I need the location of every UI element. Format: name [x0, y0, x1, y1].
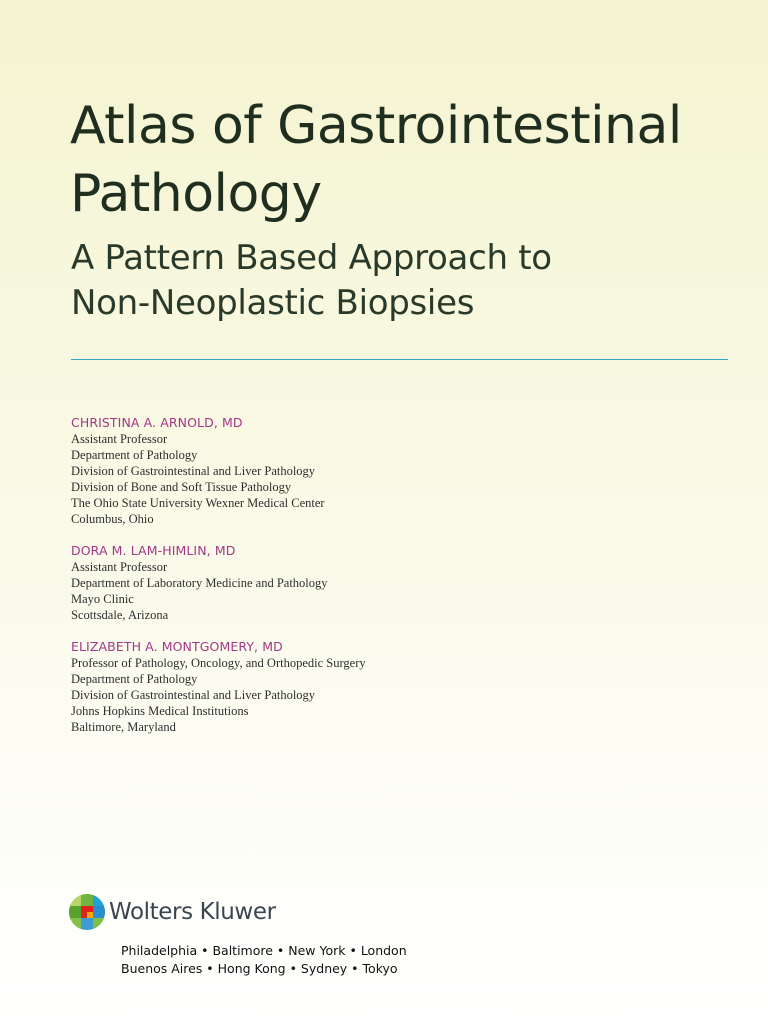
author-affiliation: Columbus, Ohio — [71, 512, 154, 526]
book-title-line-1: Atlas of Gastrointestinal — [70, 96, 682, 156]
author-affiliation: Professor of Pathology, Oncology, and Orthopedic Surgery — [71, 656, 366, 670]
author-affiliation: Johns Hopkins Medical Institutions — [71, 704, 249, 718]
book-subtitle — [71, 236, 751, 326]
author-affiliation: Division of Gastrointestinal and Liver Pathology — [71, 464, 316, 478]
author-affiliation: Department of Laboratory Medicine and Pathology — [71, 576, 328, 590]
author-affiliation: Mayo Clinic — [71, 592, 134, 606]
author-name: CHRISTINA A. ARNOLD, MD — [71, 415, 243, 430]
author-name: DORA M. LAM-HIMLIN, MD — [71, 543, 236, 558]
author-affiliation: The Ohio State University Wexner Medical Center — [71, 496, 325, 510]
cities-line-1: Philadelphia • Baltimore • New York • London — [121, 943, 407, 958]
book-title — [70, 92, 750, 228]
book-title-line-2: Pathology — [70, 164, 322, 224]
author-affiliation: Division of Bone and Soft Tissue Pathology — [71, 480, 292, 494]
wolters-kluwer-logo-icon — [68, 893, 106, 931]
author-block — [71, 542, 671, 623]
publisher-cities — [121, 942, 407, 978]
author-affiliation: Department of Pathology — [71, 448, 198, 462]
author-affiliation: Assistant Professor — [71, 432, 168, 446]
author-name: ELIZABETH A. MONTGOMERY, MD — [71, 639, 283, 654]
publisher-block — [68, 892, 276, 932]
publisher-name: Wolters Kluwer — [109, 899, 276, 925]
author-affiliation: Baltimore, Maryland — [71, 720, 176, 734]
publisher-logo — [68, 892, 276, 932]
book-subtitle-line-1: A Pattern Based Approach to — [71, 238, 552, 278]
author-affiliation: Scottsdale, Arizona — [71, 608, 169, 622]
cities-line-2: Buenos Aires • Hong Kong • Sydney • Tokyo — [121, 961, 398, 976]
author-affiliation: Division of Gastrointestinal and Liver Pathology — [71, 688, 316, 702]
author-list — [71, 414, 671, 750]
author-block — [71, 638, 671, 735]
book-subtitle-line-2: Non-Neoplastic Biopsies — [71, 283, 475, 323]
title-divider — [71, 359, 728, 360]
author-affiliation: Assistant Professor — [71, 560, 168, 574]
author-block — [71, 414, 671, 527]
author-affiliation: Department of Pathology — [71, 672, 198, 686]
